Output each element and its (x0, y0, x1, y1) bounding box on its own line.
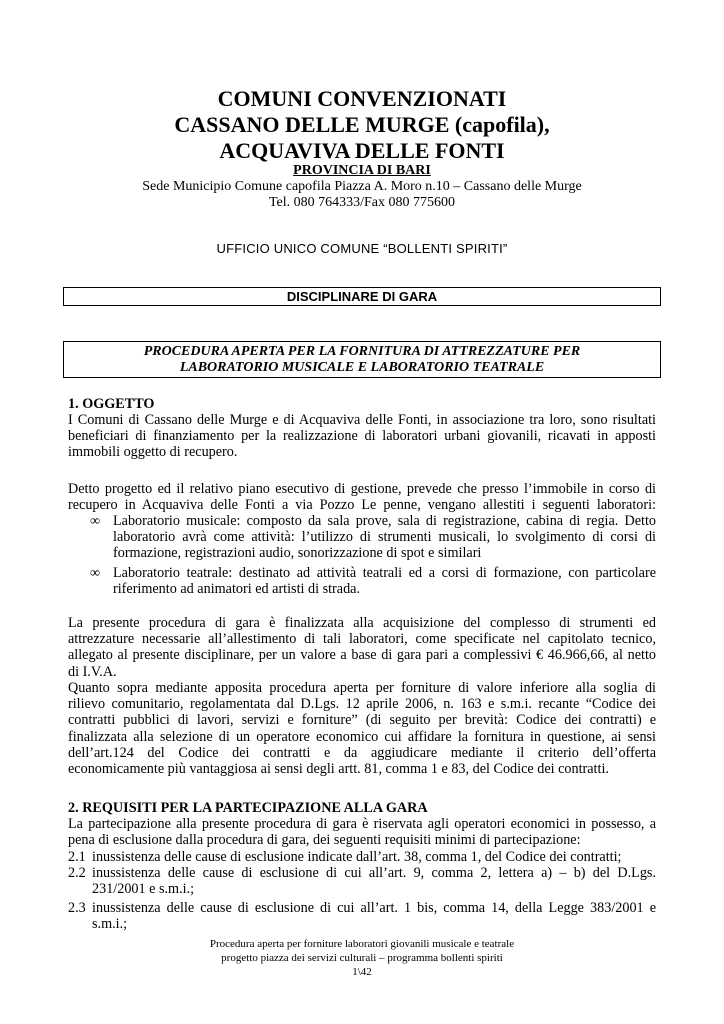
procedure-box (63, 341, 661, 378)
text-line: Quanto sopra mediante apposita procedura aperta per forniture di valore inferiore alla soglia di (68, 680, 656, 696)
title-line-2: CASSANO DELLE MURGE (capofila), (174, 112, 550, 137)
text-line: laboratorio avrà come attività: l’utilizzo di strumenti musicali, lo svolgimento di corsi di (113, 529, 656, 546)
requirement-item (68, 849, 656, 866)
requirement-number: 2.1 (68, 849, 86, 865)
text-line: riferimento ad animatori ed artisti di strada. (113, 581, 361, 598)
requirement-item (68, 865, 656, 898)
requirement-text (92, 865, 656, 897)
list-item-text (113, 513, 656, 562)
text-line: recupero in Acquaviva delle Fonti a via Pozzo Le penne, vengano allestiti i seguenti laboratori: (68, 497, 656, 514)
section-1-paragraph-2 (68, 481, 656, 513)
phone-line: Tel. 080 764333/Fax 080 775600 (268, 195, 456, 210)
text-line: 231/2001 e s.m.i.; (92, 881, 195, 898)
footer-line-1: Procedura aperta per forniture laboratori giovanili musicale e teatrale (209, 938, 515, 950)
province-label: PROVINCIA DI BARI (293, 163, 431, 178)
section-1-paragraph-3 (68, 615, 656, 680)
list-item (90, 513, 656, 562)
text-line: pena di esclusione dalla procedura di gara, dei seguenti requisiti minimi di partecipazione: (68, 832, 581, 849)
office-name: UFFICIO UNICO COMUNE “BOLLENTI SPIRITI” (216, 241, 508, 256)
text-line: formazione, registrazioni audio, sonorizzazione di spot e similari (113, 545, 482, 562)
text-line: rilievo comunitario, regolamentata dal D.Lgs. 12 aprile 2006, n. 163 e s.m.i. recante “Codice dei (68, 696, 656, 713)
text-line: beneficiari di finanziamento per la realizzazione di laboratori urbani giovanili, ricavati in apposti (68, 428, 656, 445)
text-line: s.m.i.; (92, 916, 128, 933)
text-line: Laboratorio musicale: composto da sala prove, sala di registrazione, cabina di regia. Detto (113, 513, 656, 529)
text-line: contratti pubblici di lavori, servizi e forniture” (di seguito per brevità: Codice dei contratti) e (68, 712, 656, 729)
text-line: attrezzature necessarie all’allestimento di tali laboratori, come specificate nel capitolato tecnico, (68, 631, 656, 648)
list-item (90, 565, 656, 598)
procedure-line-2: LABORATORIO MUSICALE E LABORATORIO TEATRALE (179, 360, 545, 375)
procedure-line-1: PROCEDURA APERTA PER LA FORNITURA DI ATTREZZATURE PER (143, 344, 581, 359)
title-line-3: ACQUAVIVA DELLE FONTI (219, 138, 505, 163)
text-line: Laboratorio teatrale: destinato ad attività teatrali ed a corsi di formazione, con particolare (113, 565, 656, 581)
text-line: La partecipazione alla presente procedura di gara è riservata agli operatori economici in possesso, a (68, 816, 656, 832)
section-2-intro (68, 816, 656, 848)
section-1-heading: 1. OGGETTO (68, 396, 155, 412)
text-line: di I.V.A. (68, 663, 117, 680)
title-line-1: COMUNI CONVENZIONATI (217, 86, 507, 111)
section-1-paragraph-4 (68, 680, 656, 777)
text-line: immobili oggetto di recupero. (68, 444, 238, 461)
text-line: finalizzata alla selezione di un operatore economico cui affidare la fornitura in questione, ai sensi (68, 728, 656, 745)
requirement-item (68, 900, 656, 933)
section-1-paragraph-1 (68, 412, 656, 461)
footer-line-2: progetto piazza dei servizi culturali – programma bollenti spiriti (221, 952, 503, 964)
requirement-number: 2.2 (68, 865, 86, 881)
list-item-text (113, 565, 656, 597)
disciplinare-box: DISCIPLINARE DI GARA (63, 287, 661, 306)
section-2-heading: 2. REQUISITI PER LA PARTECIPAZIONE ALLA GARA (68, 800, 428, 816)
requirement-text (92, 900, 656, 932)
text-line: inussistenza delle cause di esclusione di cui all’art. 1 bis, comma 14, della Legge 383/2001 e (92, 900, 656, 916)
text-line: allegato al presente disciplinare, per un valore a base di gara pari a complessivi € 46.966,66, al netto (68, 647, 656, 664)
infinity-bullet-icon: ∞ (90, 513, 101, 529)
text-line: inussistenza delle cause di esclusione indicate dall’art. 38, comma 1, del Codice dei contratti; (92, 849, 622, 865)
text-line: inussistenza delle cause di esclusione di cui all’art. 9, comma 2, lettera a) – b) del D.Lgs. (92, 865, 656, 881)
text-line: Detto progetto ed il relativo piano esecutivo di gestione, prevede che presso l’immobile in corso di (68, 481, 656, 497)
text-line: La presente procedura di gara è finalizzata alla acquisizione del complesso di strumenti ed (68, 615, 656, 631)
text-line: dell’art.124 del Codice dei contratti e da aggiudicare mediante il criterio dell’offerta (68, 744, 656, 761)
infinity-bullet-icon: ∞ (90, 565, 101, 581)
requirement-number: 2.3 (68, 900, 86, 916)
address-line: Sede Municipio Comune capofila Piazza A. Moro n.10 – Cassano delle Murge (142, 179, 582, 194)
page-number: 1\42 (352, 966, 372, 978)
text-line: I Comuni di Cassano delle Murge e di Acquaviva delle Fonti, in associazione tra loro, sono risultati (68, 412, 656, 428)
text-line: economicamente più vantaggiosa ai sensi degli artt. 81, comma 1 e 83, del Codice dei contratti. (68, 761, 609, 778)
requirement-text (92, 849, 656, 865)
